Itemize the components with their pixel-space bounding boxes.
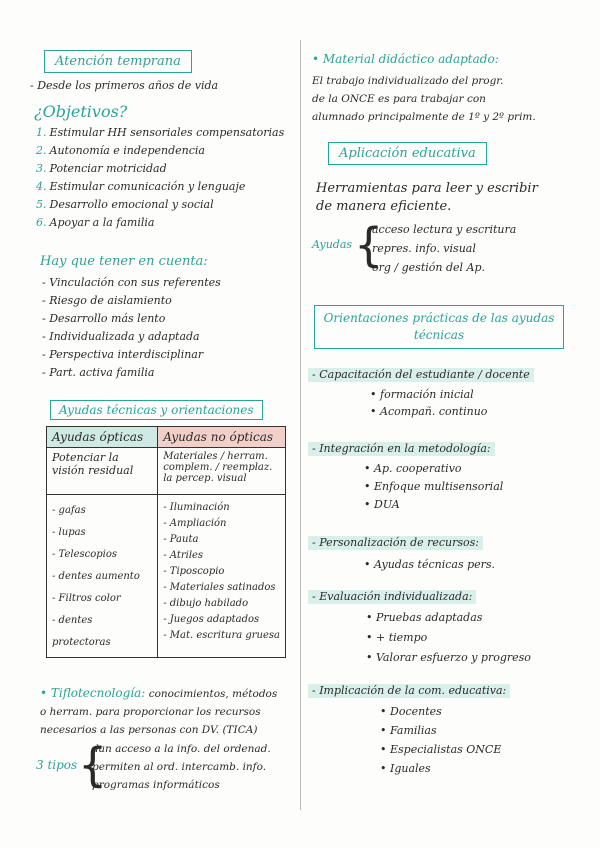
- orientacion-items: [364, 460, 503, 514]
- tener-cuenta-item: - Individualizada y adaptada: [42, 330, 200, 343]
- atencion-title: Atención temprana: [44, 50, 192, 73]
- non-optical-item: - Juegos adaptados: [163, 614, 260, 625]
- optical-item: - lupas: [52, 527, 86, 538]
- orientacion-item: • DUA: [364, 498, 400, 511]
- tener-cuenta-item: - Part. activa familia: [42, 366, 155, 379]
- material-line: El trabajo individualizado del progr.: [312, 75, 504, 87]
- objetivo-item: 3. Potenciar motricidad: [36, 162, 167, 175]
- aplicacion-brace-label: Ayudas: [312, 238, 353, 251]
- optical-item: - Filtros color: [52, 593, 121, 604]
- optical-item: - dentes aumento: [52, 571, 140, 582]
- orientacion-heading: - Evaluación individualizada:: [308, 590, 476, 604]
- non-optical-item: - Pauta: [163, 534, 199, 545]
- objetivo-item: 1. Estimular HH sensoriales compensatorias: [36, 126, 285, 139]
- orientacion-heading: - Implicación de la com. educativa:: [308, 684, 510, 698]
- column-divider: [300, 40, 301, 810]
- tiflo-line: conocimientos, métodos: [148, 688, 278, 700]
- aplicacion-line: Herramientas para leer y escribir: [316, 181, 538, 196]
- aplicacion-item: repres. info. visual: [372, 242, 476, 255]
- objetivo-item: 2. Autonomía e independencia: [36, 144, 205, 157]
- orientacion-item: • Valorar esfuerzo y progreso: [366, 651, 531, 664]
- objetivo-item: 4. Estimular comunicación y lenguaje: [36, 180, 246, 193]
- tener-cuenta-item: - Vinculación con sus referentes: [42, 276, 221, 289]
- tiflo-types: [92, 740, 271, 794]
- optical-item: - Telescopios: [52, 549, 117, 560]
- material-text: [312, 72, 536, 126]
- non-optical-item: - Tiposcopio: [163, 566, 225, 577]
- aplicacion-text: [316, 180, 538, 216]
- tiflo-line: o herram. para proporcionar los recursos: [40, 706, 261, 718]
- non-optical-item: - Mat. escritura gruesa: [163, 630, 280, 641]
- tener-cuenta-item: - Desarrollo más lento: [42, 312, 166, 325]
- objetivo-item: 5. Desarrollo emocional y social: [36, 198, 214, 211]
- orientacion-items: [366, 608, 531, 668]
- tiflo-block: [40, 684, 277, 739]
- non-optical-item: - Materiales satinados: [163, 582, 276, 593]
- orientacion-item: • Pruebas adaptadas: [366, 611, 483, 624]
- orientaciones-title: Orientaciones prácticas de las ayudas técnicas: [314, 305, 564, 349]
- tiflo-brace-label: 3 tipos: [36, 758, 78, 772]
- tiflo-title: • Tiflotecnología:: [40, 686, 146, 700]
- atencion-line: - Desde los primeros años de vida: [30, 79, 219, 92]
- optical-item: - dentes protectoras: [52, 615, 111, 648]
- material-line: de la ONCE es para trabajar con: [312, 93, 486, 105]
- orientacion-heading: - Capacitación del estudiante / docente: [308, 368, 534, 382]
- tener-cuenta-item: - Riesgo de aislamiento: [42, 294, 172, 307]
- aplicacion-title: Aplicación educativa: [328, 142, 487, 165]
- optical-header: Ayudas ópticas: [47, 427, 158, 448]
- tiflo-type: permiten al ord. intercamb. info.: [92, 761, 267, 773]
- objetivos-list: [36, 124, 284, 232]
- objetivo-item: 6. Apoyar a la familia: [36, 216, 155, 229]
- non-optical-item: - Iluminación: [163, 502, 230, 513]
- orientacion-item: • Ayudas técnicas pers.: [364, 558, 496, 571]
- aplicacion-item: acceso lectura y escritura: [372, 223, 517, 236]
- orientacion-items: [364, 556, 495, 574]
- ayudas-title: Ayudas técnicas y orientaciones: [50, 400, 263, 420]
- tiflo-type: programas informáticos: [92, 779, 220, 791]
- orientacion-item: • Docentes: [380, 705, 442, 718]
- orientacion-heading: - Personalización de recursos:: [308, 536, 483, 550]
- orientacion-item: • formación inicial: [370, 388, 474, 401]
- tiflo-line: necesarios a las personas con DV. (TICA): [40, 724, 258, 736]
- aplicacion-item: org / gestión del Ap.: [372, 261, 486, 274]
- optical-item: - gafas: [52, 505, 86, 516]
- orientacion-item: • Especialistas ONCE: [380, 743, 502, 756]
- aplicacion-items: [372, 220, 516, 277]
- aplicacion-line: de manera eficiente.: [316, 199, 452, 214]
- tiflo-type: dan acceso a la info. del ordenad.: [92, 743, 271, 755]
- non-optical-desc: Materiales / herram. complem. / reemplaz. la percep. visual: [158, 448, 286, 495]
- orientacion-item: • Ap. cooperativo: [364, 462, 462, 475]
- brace-icon: {: [78, 738, 108, 792]
- non-optical-item: - Ampliación: [163, 518, 227, 529]
- orientacion-item: • + tiempo: [366, 631, 428, 644]
- material-line: alumnado principalmente de 1º y 2º prim.: [312, 111, 536, 123]
- tener-cuenta-list: [42, 274, 221, 382]
- non-optical-list: [158, 495, 286, 658]
- non-optical-item: - dibujo habilado: [163, 598, 249, 609]
- optical-desc: Potenciar la visión residual: [47, 448, 158, 495]
- ayudas-table: [46, 426, 286, 658]
- orientacion-item: • Enfoque multisensorial: [364, 480, 504, 493]
- non-optical-item: - Atriles: [163, 550, 204, 561]
- orientacion-heading: - Integración en la metodología:: [308, 442, 495, 456]
- tener-cuenta-item: - Perspectiva interdisciplinar: [42, 348, 204, 361]
- orientacion-item: • Iguales: [380, 762, 431, 775]
- orientacion-item: • Familias: [380, 724, 437, 737]
- orientacion-item: • Acompañ. continuo: [370, 405, 488, 418]
- brace-icon: {: [354, 218, 384, 272]
- tener-cuenta-title: Hay que tener en cuenta:: [40, 254, 208, 269]
- orientacion-items: [380, 702, 501, 778]
- optical-list: [47, 495, 158, 658]
- non-optical-header: Ayudas no ópticas: [158, 427, 286, 448]
- objetivos-title: ¿Objetivos?: [34, 102, 128, 121]
- orientacion-items: [370, 386, 487, 420]
- material-title: • Material didáctico adaptado:: [312, 52, 499, 66]
